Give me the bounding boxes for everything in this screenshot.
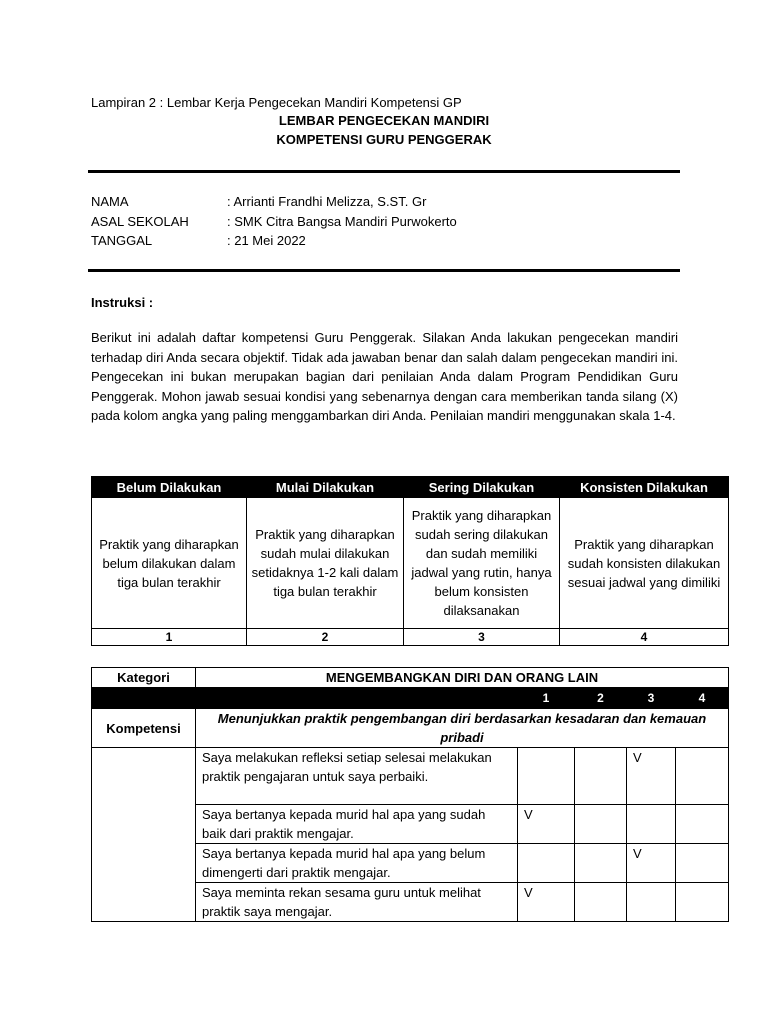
kompetensi-label: Kompetensi bbox=[92, 709, 196, 748]
item-text-1: Saya melakukan refleksi setiap selesai melakukan praktik pengajaran untuk saya perbaiki. bbox=[196, 748, 518, 805]
item-4-mark-4[interactable] bbox=[676, 883, 729, 922]
kategori-value: MENGEMBANGKAN DIRI DAN ORANG LAIN bbox=[196, 668, 729, 688]
divider-bottom bbox=[88, 269, 680, 272]
identity-value-date: : 21 Mei 2022 bbox=[227, 233, 306, 248]
item-3-mark-3[interactable]: V bbox=[627, 844, 676, 883]
item-1-mark-3[interactable]: V bbox=[627, 748, 676, 805]
item-2-mark-1[interactable]: V bbox=[518, 805, 575, 844]
item-4-mark-1[interactable]: V bbox=[518, 883, 575, 922]
instructions-heading: Instruksi : bbox=[91, 295, 154, 310]
scale-header-1: Belum Dilakukan bbox=[92, 477, 247, 498]
scale-desc-4: Praktik yang diharapkan sudah konsisten dilakukan sesuai jadwal yang dimiliki bbox=[560, 498, 729, 629]
identity-label-date: TANGGAL bbox=[91, 233, 153, 248]
item-3-mark-1[interactable] bbox=[518, 844, 575, 883]
item-text-2: Saya bertanya kepada murid hal apa yang sudah baik dari praktik mengajar. bbox=[196, 805, 518, 844]
scale-number-3: 3 bbox=[404, 629, 560, 646]
scale-header-3: Sering Dilakukan bbox=[404, 477, 560, 498]
divider-top bbox=[88, 170, 680, 173]
item-2-mark-4[interactable] bbox=[676, 805, 729, 844]
item-2-mark-2[interactable] bbox=[575, 805, 627, 844]
identity-value-school: : SMK Citra Bangsa Mandiri Purwokerto bbox=[227, 214, 457, 229]
scale-col-4: 4 bbox=[676, 688, 729, 709]
item-1-mark-1[interactable] bbox=[518, 748, 575, 805]
item-1-mark-2[interactable] bbox=[575, 748, 627, 805]
scale-number-4: 4 bbox=[560, 629, 729, 646]
title-line-1: LEMBAR PENGECEKAN MANDIRI bbox=[278, 113, 490, 128]
kompetensi-value: Menunjukkan praktik pengembangan diri berdasarkan kesadaran dan kemauan pribadi bbox=[196, 709, 729, 748]
scale-table bbox=[91, 476, 729, 646]
identity-label-name: NAMA bbox=[91, 194, 129, 209]
item-4-mark-2[interactable] bbox=[575, 883, 627, 922]
scale-header-4: Konsisten Dilakukan bbox=[560, 477, 729, 498]
item-2-mark-3[interactable] bbox=[627, 805, 676, 844]
item-3-mark-4[interactable] bbox=[676, 844, 729, 883]
competency-table bbox=[91, 667, 729, 922]
scale-header-2: Mulai Dilakukan bbox=[247, 477, 404, 498]
scale-col-3: 3 bbox=[627, 688, 676, 709]
scale-number-1: 1 bbox=[92, 629, 247, 646]
item-3-mark-2[interactable] bbox=[575, 844, 627, 883]
scale-desc-1: Praktik yang diharapkan belum dilakukan dalam tiga bulan terakhir bbox=[92, 498, 247, 629]
item-1-mark-4[interactable] bbox=[676, 748, 729, 805]
scale-desc-3: Praktik yang diharapkan sudah sering dilakukan dan sudah memiliki jadwal yang rutin, hanya belum konsisten dilaksanakan bbox=[404, 498, 560, 629]
scale-row-blank-2 bbox=[196, 688, 518, 709]
item-text-4: Saya meminta rekan sesama guru untuk melihat praktik saya mengajar. bbox=[196, 883, 518, 922]
identity-value-name: : Arrianti Frandhi Melizza, S.ST. Gr bbox=[227, 194, 427, 209]
scale-desc-2: Praktik yang diharapkan sudah mulai dilakukan setidaknya 1-2 kali dalam tiga bulan terakhir bbox=[247, 498, 404, 629]
item-4-mark-3[interactable] bbox=[627, 883, 676, 922]
attachment-line: Lampiran 2 : Lembar Kerja Pengecekan Mandiri Kompetensi GP bbox=[91, 95, 462, 110]
kategori-label: Kategori bbox=[92, 668, 196, 688]
scale-col-2: 2 bbox=[575, 688, 627, 709]
scale-row-blank bbox=[92, 688, 196, 709]
identity-label-school: ASAL SEKOLAH bbox=[91, 214, 189, 229]
title-line-2: KOMPETENSI GURU PENGGERAK bbox=[276, 132, 492, 147]
instructions-body: Berikut ini adalah daftar kompetensi Guru Penggerak. Silakan Anda lakukan pengecekan mandiri terhadap diri Anda secara objektif. Tidak ada jawaban benar dan salah dalam pengecekan mandiri ini. Pengecekan ini bukan merupakan bagian dari penilaian Anda dalam Program Pendidikan Guru Penggerak. Mohon jawab sesuai kondisi yang sebenarnya dengan cara memberikan tanda silang (X) pada kolom angka yang paling menggambarkan diri Anda. Penilaian mandiri menggunakan skala 1-4. bbox=[91, 330, 678, 423]
kompetensi-blank-cell bbox=[92, 748, 196, 922]
item-text-3: Saya bertanya kepada murid hal apa yang belum dimengerti dari praktik mengajar. bbox=[196, 844, 518, 883]
scale-col-1: 1 bbox=[518, 688, 575, 709]
scale-number-2: 2 bbox=[247, 629, 404, 646]
